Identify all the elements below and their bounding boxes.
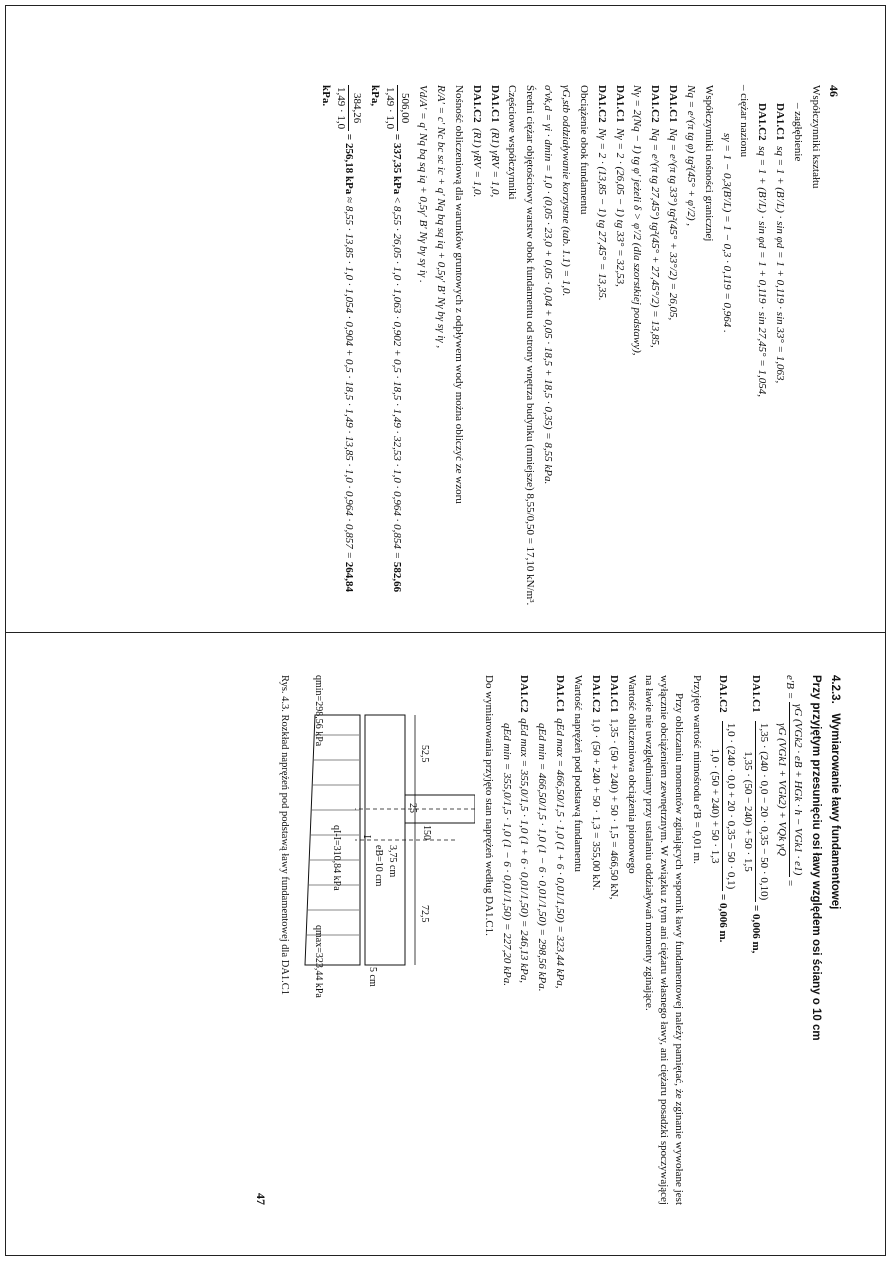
page-divider <box>6 632 885 633</box>
s-c2-min: qEd min = 355,0/1,5 · 1,0 (1 − 6 · 0,01/1,50) = 227,20 kPa. <box>500 723 513 987</box>
c1-fraction: 506,00 1,49 · 1,0 <box>383 87 412 130</box>
qmax-label: qmax=323,44 kPa <box>312 925 324 998</box>
partial-heading: Częściowe współczynniki <box>506 85 519 200</box>
page-number: 47 <box>253 1193 268 1205</box>
load-heading: Obciążenie obok fundamentu <box>577 85 590 215</box>
capacity-text: Nośność obliczeniową dla warunków gruntowych z odpływem wody można obliczyć ze wzoru <box>452 85 465 504</box>
ng-c1: DA1.C1 Nγ = 2 · (26,05 − 1) tg 33° = 32,53, <box>613 85 626 287</box>
s-c2-max: DA1.C2 qEd max = 355,0/1,5 · 1,0 (1 + 6 · 0,01/1,50) = 246,13 kPa, <box>518 675 531 983</box>
design-note: Do wymiarowania przyjęto stan naprężeń według DA1.C1. <box>482 675 495 936</box>
page-46 <box>50 75 850 625</box>
figure-caption: Rys. 4.3. Rozkład naprężeń pod podstawą ławy fundamentowej dla DA1.C1 <box>278 675 290 996</box>
dim-mid: 25 <box>406 803 418 813</box>
eb-eq: e′B = γG (VGk2 · eB + HGk · h − VGk1 · e1) γG (VGk1 + VGk2) + VQk γQ = <box>776 675 804 887</box>
sub-heading: Przy przyjętym przesunięciu osi ławy względem osi ściany o 10 cm <box>810 675 823 1041</box>
page-47 <box>50 665 850 1215</box>
v-c2: DA1.C2 1,0 · (50 + 240 + 50 · 1,3 = 355,00 kN. <box>589 675 602 891</box>
c2-fraction: 384,26 1,49 · 1,0 <box>335 87 363 130</box>
bearing-heading: Współczynniki nośności granicznej <box>702 85 715 242</box>
capacity-eq: R/A′ = c′ Nc bc sc ic + q′ Nq bq sq iq + 0,5γ′ B′ Nγ bγ sγ iγ , <box>435 85 448 349</box>
cover-label: 5 cm <box>366 967 378 987</box>
ng-c2: DA1.C2 Nγ = 2 · (13,85 − 1) tg 27,45° = 13,35. <box>595 85 608 301</box>
dim-right: 72,5 <box>418 905 430 923</box>
load-factor: γG,stb oddziaływanie korzystne (tab. 1.1) = 1,0. <box>560 85 572 297</box>
shape-dac2: DA1.C2 sq = 1 + (B′/L) · sin φd = 1 + 0,119 · sin 27,45° = 1,054, <box>756 103 769 397</box>
v-c1: DA1.C1 1,35 · (50 + 240) + 50 · 1,5 = 466,50 kN, <box>607 675 620 900</box>
ng-eq: Nγ = 2(Nq − 1) tg φ′ jeżeli δ > φ′/2 (dla szorstkiej podstawy), <box>631 85 644 356</box>
eb-c2-fraction: 1,0 · (240 · 0,0 + 20 · 0,35 − 50 · 0,1) 1,0 · (50 + 240) + 50 · 1,3 <box>708 722 737 890</box>
qmin-label: qmin=298,56 kPa <box>312 675 324 747</box>
eb-c1-fraction: 1,35 · (240 · 0,0 − 20 · 0,35 − 50 · 0,10) 1,35 · (50 − 240) + 50 · 1,5 <box>742 722 771 901</box>
dim-left: 52,5 <box>418 745 430 763</box>
vertical-heading: Wartość obliczeniowa obciążenia pionowego <box>625 675 638 874</box>
qi-label: qI-I=310,84 kPa <box>330 825 342 891</box>
load-eq: σ′vk,d = γi · dmin = 1,0 · (0,05 · 23,0 + 0,05 · 0,04 + 0,05 · 18,5 + 18,5 · 0,35) = 8,55 kPa. <box>542 85 555 485</box>
eb-fraction: γG (VGk2 · eB + HGk · h − VGk1 · e1) γG (VGk1 + VGk2) + VQk γQ <box>776 703 804 876</box>
assumed-ecc: Przyjęto wartość mimośrodu e′B = 0,01 m. <box>690 675 703 864</box>
page-number: 46 <box>827 85 841 97</box>
nq-c2: DA1.C2 Nq = e^(π tg 27,45°) tg²(45° + 27,45°/2) = 13,85, <box>649 85 662 348</box>
moment-paragraph: Przy obliczaniu momentów zginających wspornik ławy fundamentowej należy pamiętać, że zginanie wywołane jest wyłącznie obciążeniem zewnętrznym. W związku z tym ani ciężaru własnego ławy, ani ciężaru posadzki spoczywającej na ławie nie uwzględniamy przy ustalaniu oddziaływań momenty zginające. <box>643 675 686 1205</box>
stress-diagram <box>295 675 475 1015</box>
section-mark: I <box>360 835 372 839</box>
ecc-label: 3,75 cm <box>386 845 398 878</box>
shape-weight-eq: sγ = 1 − 0,3(B′/L) = 1 − 0,3 · 0,119 = 0,964 . <box>720 133 733 333</box>
shape-weight-label: – ciężar nazionu <box>738 85 751 158</box>
avg-weight: Średni ciężar objętościowy warstw obok fundamentu od strony wnętrza budynku (mniejsze) 8,55/0,50 = 17,10 kN/m³. <box>524 85 537 606</box>
s-c1-max: DA1.C1 qEd max = 466,50/1,5 · 1,0 (1 + 6 · 0,01/1,50) = 323,44 kPa, <box>554 675 567 989</box>
check-eq: Vd/A′ = q′ Nq bq sq iq + 0,5γ′ B′ Nγ bγ sγ iγ . <box>417 85 430 283</box>
shape-embed-label: – zagłębienie <box>791 103 804 162</box>
section-heading: 4.2.3. Wymiarowanie ławy fundamentowej <box>829 675 841 910</box>
shape-heading: Współczynniki kształtu <box>809 85 822 189</box>
s-c1-min: qEd min = 466,50/1,5 · 1,0 (1 − 6 · 0,01/1,50) = 298,56 kPa. <box>536 723 549 992</box>
eb-label: eB=10 cm <box>372 845 384 887</box>
dim-total: 150 <box>420 825 432 840</box>
shape-dac1: DA1.C1 sq = 1 + (B′/L) · sin φd = 1 + 0,119 · sin 33° = 1,063, <box>774 103 787 384</box>
nq-c1: DA1.C1 Nq = e^(π tg 33°) tg²(45° + 33°/2) = 26,05, <box>667 85 680 321</box>
stress-heading: Wartość naprężeń pod podstawą fundamentu <box>572 675 584 873</box>
partial-c1: DA1.C1 (R1) γRV = 1,0, <box>488 85 501 198</box>
check-c1: 506,00 1,49 · 1,0 = 337,35 kPa < 8,55 · 26,05 · 1,0 · 1,063 · 0,902 + 0,5 · 18,5 · 1,49 · 32,53 · 1,0 · 0,964 · 0,854 = 582,66 kPa, <box>368 85 412 593</box>
eb-c1: DA1.C1 1,35 · (240 · 0,0 − 20 · 0,35 − 50 · 0,10) 1,35 · (50 − 240) + 50 · 1,5 = 0,006 m, <box>742 675 771 954</box>
check-c2: 384,26 1,49 · 1,0 = 256,18 kPa ≈ 8,55 · 13,85 · 1,0 · 1,054 · 0,904 + 0,5 · 18,5 · 1,49 · 13,85 · 1,0 · 0,964 · 0,857 = 264,84 kPa. <box>320 85 363 592</box>
partial-c2: DA1.C2 (R1) γRV = 1,0. <box>470 85 483 198</box>
bearing-eq: Nq = e^(π tg φ) tg²(45° + φ′/2) , <box>684 85 697 227</box>
eb-c2: DA1.C2 1,0 · (240 · 0,0 + 20 · 0,35 − 50 · 0,1) 1,0 · (50 + 240) + 50 · 1,3 = 0,006 m. <box>708 675 737 943</box>
